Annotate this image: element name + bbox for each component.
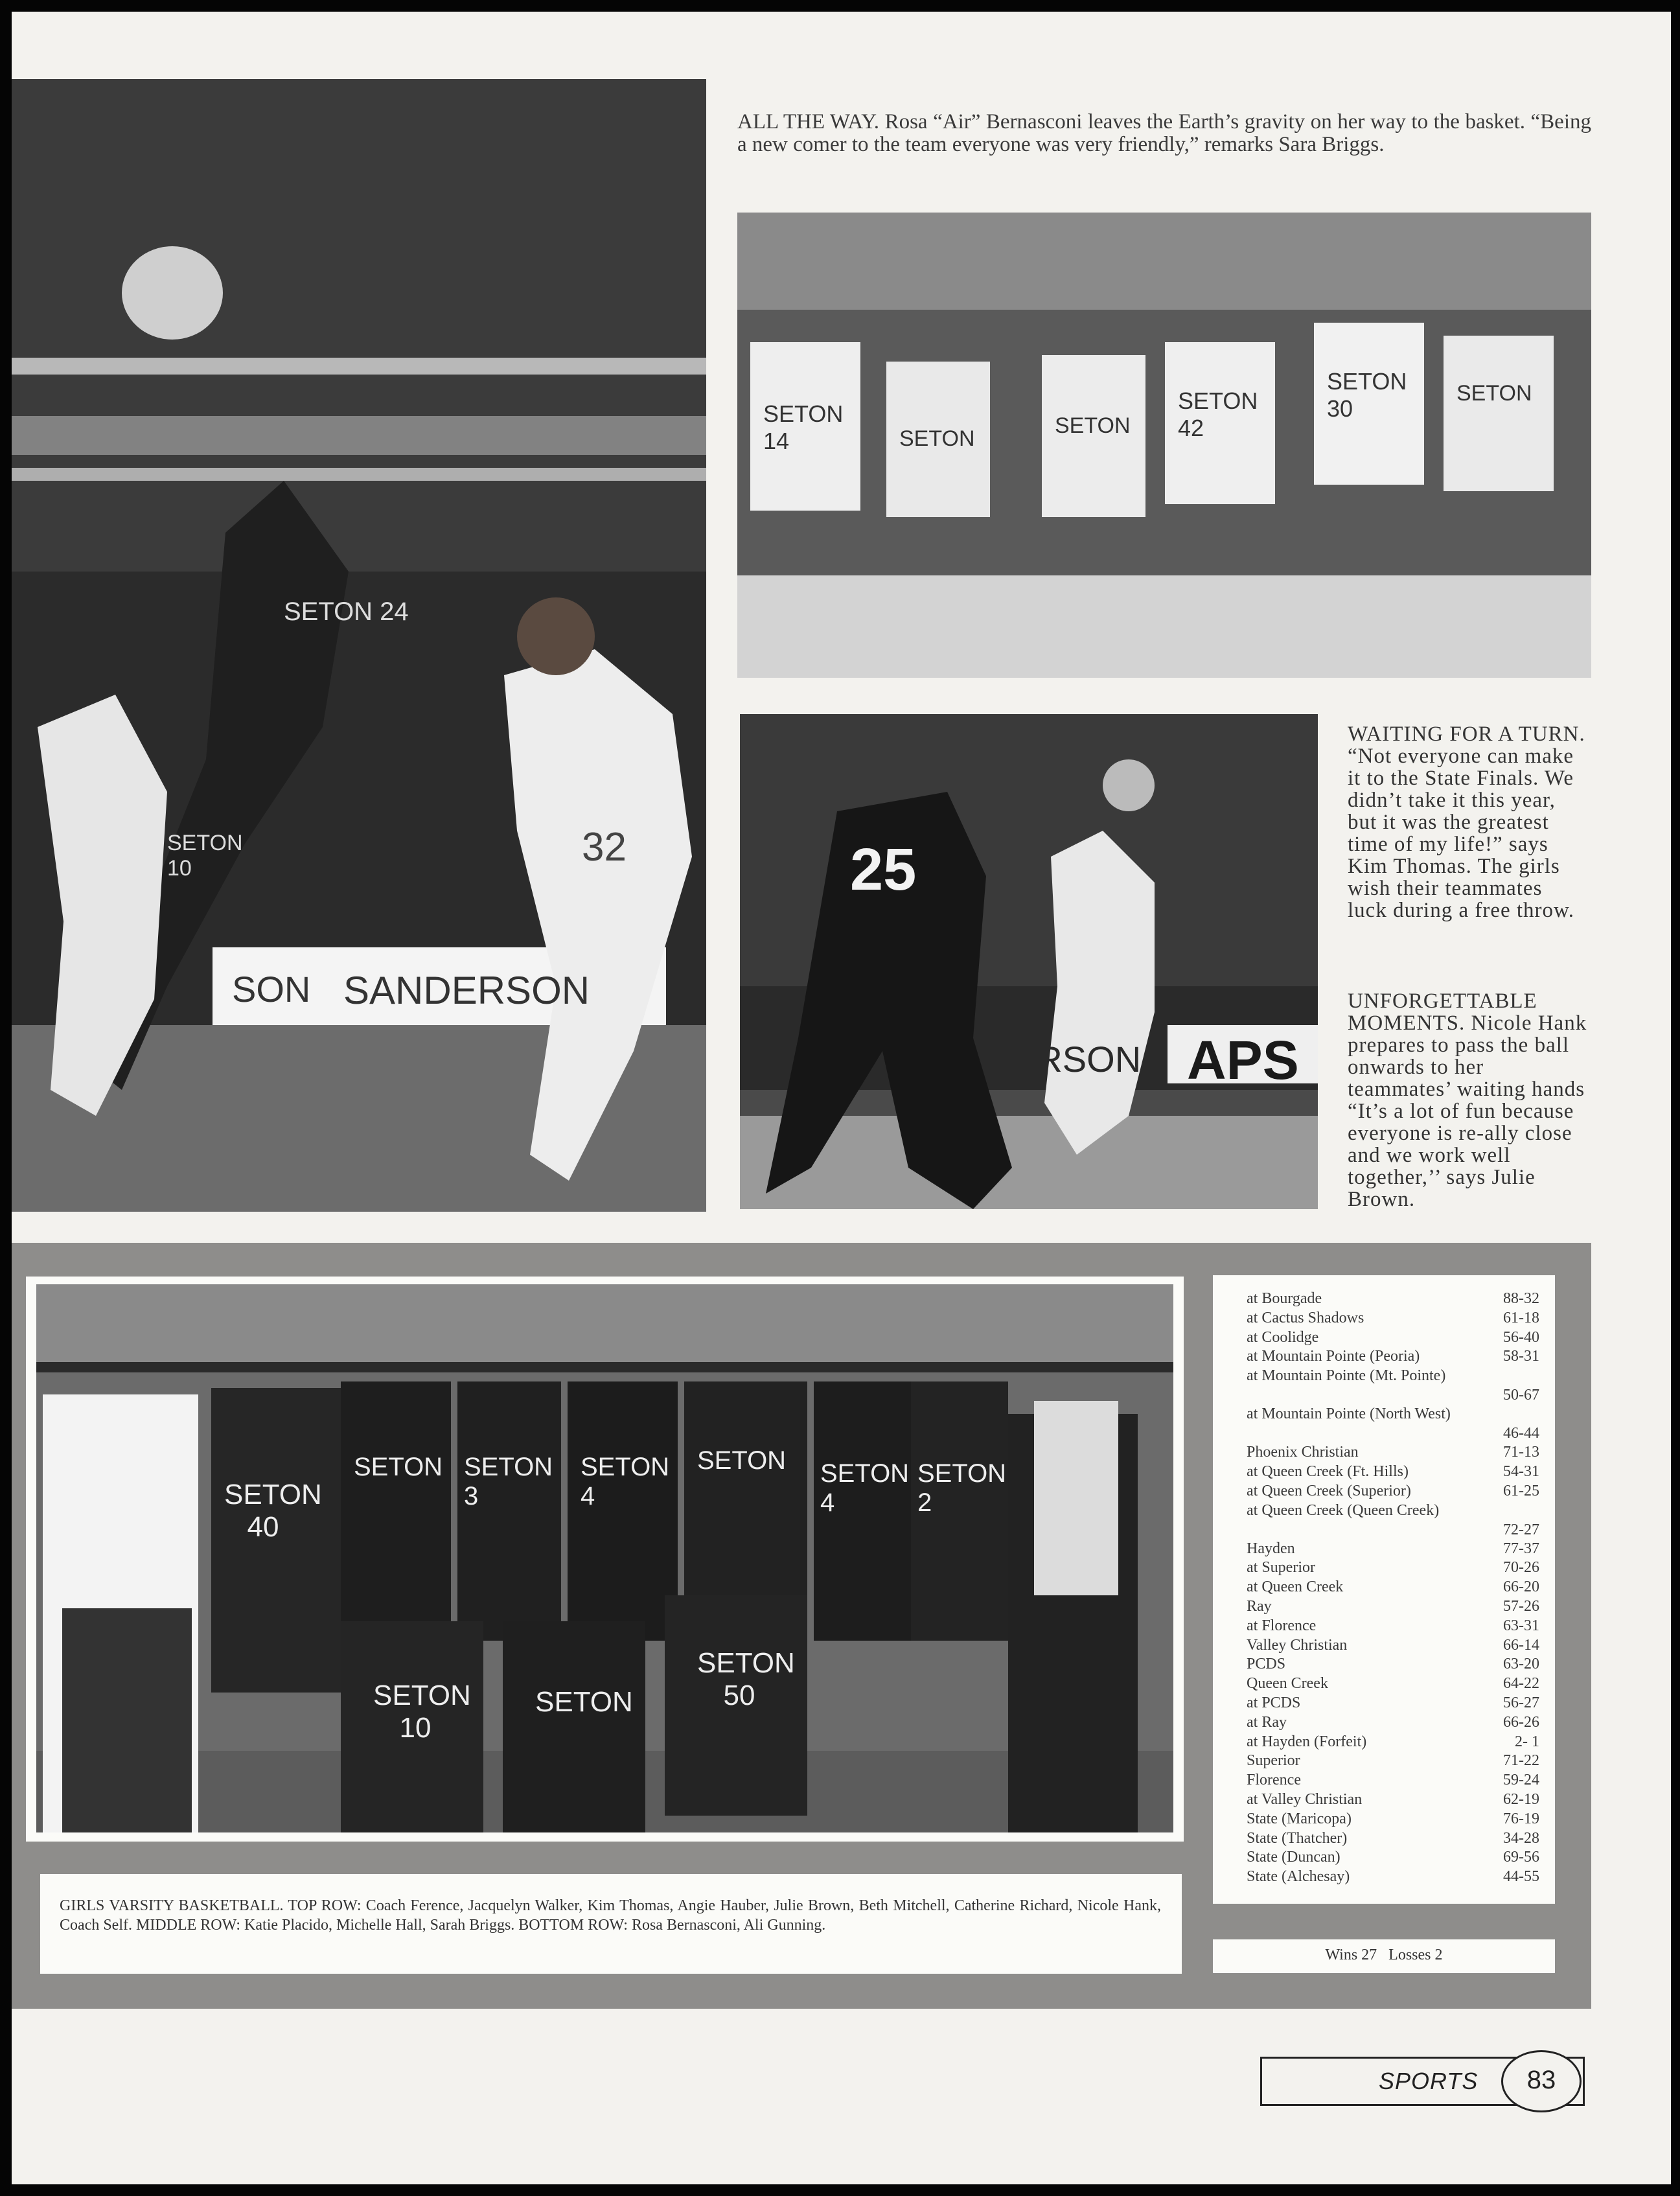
schedule-row [1247,1367,1545,1404]
schedule-opponent: at Ray [1247,1713,1287,1731]
schedule-score: 59-24 [1503,1772,1539,1789]
schedule-row [1247,1443,1545,1461]
schedule-score: 72-27 [1503,1521,1539,1538]
caption-all-the-way: ALL THE WAY. Rosa “Air” Bernasconi leaves the Earth’s gravity on her way to the basket. “Being a new comer to the team everyone was very friendly,” remarks Sara Briggs. [737,110,1591,156]
jersey-25: 25 [850,837,917,903]
section-name: SPORTS [1379,2068,1479,2094]
season-schedule [1213,1275,1555,1904]
schedule-score: 57-26 [1503,1598,1539,1615]
team-caption-frame [40,1874,1182,1974]
schedule-row [1247,1733,1545,1751]
schedule-score: 50-67 [1503,1387,1539,1404]
banner-son: SON [232,969,311,1010]
team-jersey-middle: SETON [535,1686,633,1718]
schedule-opponent: at Queen Creek (Ft. Hills) [1247,1463,1409,1480]
jersey-24: SETON 24 [284,597,409,626]
jersey-32: 32 [582,825,627,870]
schedule-opponent: State (Alchesay) [1247,1868,1350,1886]
team-jersey-50: SETON 50 [697,1647,795,1711]
banner-erson: ERSON [1012,1039,1142,1080]
schedule-score: 66-20 [1503,1578,1539,1596]
free-throw-photo [740,714,1318,1209]
page-number: 83 [1526,2066,1556,2094]
schedule-row [1247,1540,1545,1558]
schedule-opponent: Ray [1247,1598,1272,1615]
schedule-score: 71-13 [1503,1444,1539,1461]
schedule-score: 63-31 [1503,1617,1539,1634]
schedule-opponent: at Cactus Shadows [1247,1309,1364,1326]
banner-aps: APS [1187,1030,1299,1091]
team-photo [36,1284,1173,1832]
schedule-row [1247,1829,1545,1847]
schedule-row [1247,1751,1545,1770]
schedule-score: 70-26 [1503,1559,1539,1577]
schedule-opponent: at Mountain Pointe (Peoria) [1247,1348,1420,1365]
schedule-opponent: Phoenix Christian [1247,1444,1359,1461]
schedule-opponent: at Bourgade [1247,1290,1322,1307]
bench-jersey-4: SETON 42 [1178,387,1258,441]
schedule-row [1247,1790,1545,1809]
schedule-row [1247,1636,1545,1654]
bench-jersey-1: SETON 14 [763,400,844,454]
schedule-score: 71-22 [1503,1752,1539,1770]
caption-unforgettable: UNFORGETTABLE MOMENTS. Nicole Hank prepares to pass the ball onwards to her teammates’ waiting hands “It’s a lot of fun because everyone is re-ally close and we work well together,’’ says Julie Brown. [1348,989,1587,1211]
bench-jersey-2: SETON [899,426,975,451]
schedule-opponent: Superior [1247,1752,1300,1770]
team-jersey-center: SETON [697,1446,787,1475]
team-jersey-10: SETON 10 [373,1680,471,1744]
bench-jersey-6: SETON [1456,381,1532,406]
schedule-row [1247,1347,1545,1365]
caption-waiting: WAITING FOR A TURN. “Not everyone can make it to the State Finals. We didn’t take it this year, but it was the greatest time of my life!” says Kim Thomas. The girls wish their teammates luck during a free throw. [1348,722,1585,922]
schedule-opponent: State (Duncan) [1247,1849,1341,1866]
schedule-score: 44-55 [1503,1868,1539,1886]
team-jersey-32: SETON 2 [917,1459,1007,1517]
schedule-opponent: State (Thatcher) [1247,1829,1348,1847]
schedule-opponent: State (Maricopa) [1247,1810,1352,1827]
schedule-opponent: at Queen Creek (Superior) [1247,1482,1411,1499]
schedule-row [1247,1501,1545,1539]
schedule-opponent: at Queen Creek [1247,1578,1344,1596]
schedule-score: 66-26 [1503,1713,1539,1731]
season-record [1213,1939,1555,1973]
schedule-opponent: at Florence [1247,1617,1317,1634]
schedule-row [1247,1578,1545,1596]
schedule-score: 56-40 [1503,1328,1539,1346]
schedule-row [1247,1328,1545,1346]
bench-photo [737,213,1591,678]
schedule-row [1247,1482,1545,1500]
schedule-row [1247,1309,1545,1327]
layup-photo [12,79,706,1212]
schedule-row [1247,1597,1545,1615]
schedule-opponent: at Valley Christian [1247,1791,1363,1808]
schedule-row [1247,1848,1545,1866]
schedule-score: 61-25 [1503,1482,1539,1499]
schedule-score: 61-18 [1503,1309,1539,1326]
schedule-row [1247,1694,1545,1712]
season-record-text: Wins 27 Losses 2 [1325,1947,1443,1963]
team-photo-frame [26,1277,1184,1842]
schedule-row [1247,1289,1545,1308]
schedule-opponent: Hayden [1247,1540,1295,1557]
schedule-opponent: at Mountain Pointe (North West) [1247,1405,1451,1423]
schedule-score: 66-14 [1503,1636,1539,1654]
schedule-score: 64-22 [1503,1675,1539,1693]
caption-team: GIRLS VARSITY BASKETBALL. TOP ROW: Coach Ference, Jacquelyn Walker, Kim Thomas, Angie Hauber, Julie Brown, Beth Mitchell, Catherine Richard, Nicole Hank, Coach Self. MIDDLE ROW: Katie Placido, Michelle Hall, Sarah Briggs. BOTTOM ROW: Rosa Bernasconi, Ali Gunning. [60,1897,1161,1934]
schedule-opponent: at Superior [1247,1559,1315,1577]
schedule-opponent: at Hayden (Forfeit) [1247,1733,1367,1750]
schedule-opponent: PCDS [1247,1656,1286,1673]
schedule-score: 76-19 [1503,1810,1539,1827]
banner-sanderson: SANDERSON [343,969,590,1012]
schedule-row [1247,1558,1545,1577]
schedule-opponent: Florence [1247,1772,1301,1789]
schedule-row [1247,1405,1545,1442]
schedule-opponent: Queen Creek [1247,1675,1328,1693]
schedule-opponent: at Mountain Pointe (Mt. Pointe) [1247,1367,1446,1385]
schedule-row [1247,1462,1545,1481]
team-jersey-2: SETON [354,1453,443,1481]
schedule-score: 56-27 [1503,1694,1539,1711]
bench-jersey-3: SETON [1055,413,1131,438]
schedule-row [1247,1617,1545,1635]
schedule-score: 69-56 [1503,1849,1539,1866]
schedule-score: 46-44 [1503,1425,1539,1442]
schedule-score: 63-20 [1503,1656,1539,1673]
schedule-row [1247,1674,1545,1693]
schedule-score: 58-31 [1503,1348,1539,1365]
team-jersey-4b: SETON 4 [820,1459,910,1517]
schedule-row [1247,1867,1545,1886]
schedule-score: 88-32 [1503,1290,1539,1307]
schedule-opponent: at Coolidge [1247,1328,1319,1346]
team-jersey-4a: SETON 4 [581,1453,670,1510]
schedule-score: 54-31 [1503,1463,1539,1480]
jersey-10: SETON 10 [167,831,243,881]
schedule-score: 77-37 [1503,1540,1539,1557]
schedule-row [1247,1810,1545,1828]
schedule-row [1247,1771,1545,1789]
bench-jersey-5: SETON 30 [1327,368,1407,422]
schedule-row [1247,1655,1545,1673]
schedule-opponent: at PCDS [1247,1694,1301,1711]
schedule-score: 62-19 [1503,1791,1539,1808]
team-jersey-3: SETON 3 [464,1453,553,1510]
schedule-score: 2- 1 [1515,1733,1539,1750]
schedule-opponent: at Queen Creek (Queen Creek) [1247,1501,1440,1519]
schedule-opponent: Valley Christian [1247,1636,1348,1654]
team-jersey-40: SETON 40 [224,1479,322,1543]
schedule-score: 34-28 [1503,1829,1539,1847]
schedule-row [1247,1713,1545,1731]
page-number-badge [1501,2050,1582,2112]
